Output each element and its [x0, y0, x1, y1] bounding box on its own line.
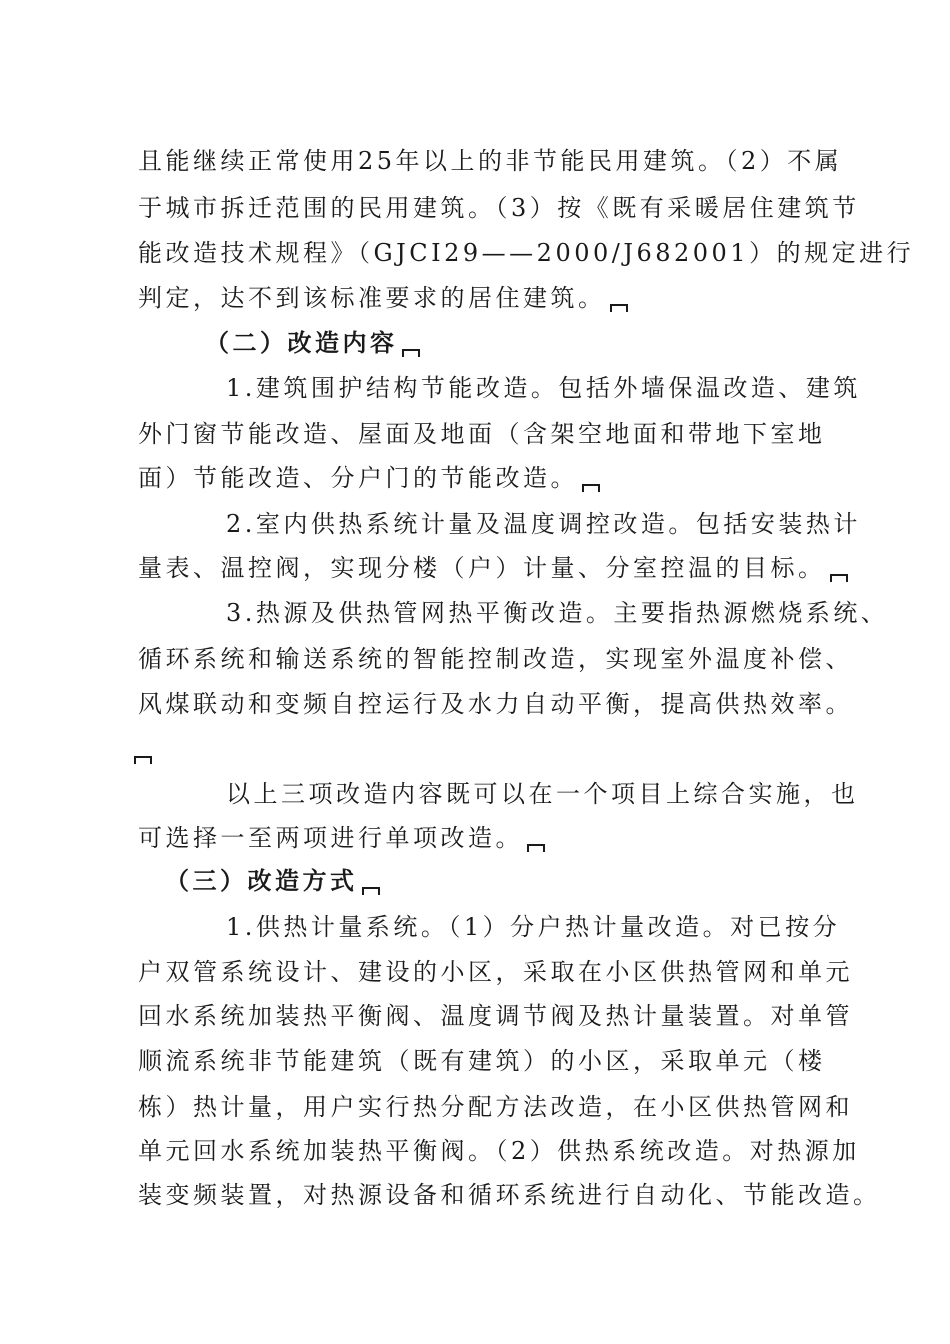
- text-line: 以上三项改造内容既可以在一个项目上综合实施，也: [226, 780, 859, 808]
- section-heading: （三）改造方式: [165, 866, 380, 896]
- paragraph-mark-icon: [134, 756, 152, 764]
- text-line: 外门窗节能改造、屋面及地面（含架空地面和带地下室地: [138, 420, 826, 448]
- text-line: [130, 735, 152, 765]
- text-line: 单元回水系统加装热平衡阀。（2）供热系统改造。对热源加: [138, 1137, 860, 1165]
- text-line: 可选择一至两项进行单项改造。: [138, 823, 545, 853]
- text-line: 装变频装置，对热源设备和循环系统进行自动化、节能改造。: [138, 1181, 881, 1209]
- section-heading: （二）改造内容: [205, 328, 420, 358]
- text-line: 风煤联动和变频自控运行及水力自动平衡，提高供热效率。: [138, 690, 853, 718]
- text-line: 1.建筑围护结构节能改造。包括外墙保温改造、建筑: [226, 374, 861, 402]
- text-line: 且能继续正常使用25年以上的非节能民用建筑。（2）不属: [138, 147, 843, 175]
- text-line: 户双管系统设计、建设的小区，采取在小区供热管网和单元: [138, 958, 853, 986]
- text-line: 回水系统加装热平衡阀、温度调节阀及热计量装置。对单管: [138, 1002, 853, 1030]
- text-line: 面）节能改造、分户门的节能改造。: [138, 463, 600, 493]
- paragraph-mark-icon: [830, 574, 848, 582]
- text-line: 能改造技术规程》（GJCI29——2000/J682001）的规定进行: [138, 239, 915, 267]
- paragraph-mark-icon: [582, 484, 600, 492]
- text-line: 判定，达不到该标准要求的居住建筑。: [138, 283, 628, 313]
- paragraph-mark-icon: [402, 349, 420, 357]
- text-line: 栋）热计量，用户实行热分配方法改造，在小区供热管网和: [138, 1093, 853, 1121]
- text-line: 3.热源及供热管网热平衡改造。主要指热源燃烧系统、: [226, 599, 889, 627]
- text-line: 循环系统和输送系统的智能控制改造，实现室外温度补偿、: [138, 645, 853, 673]
- text-line: 顺流系统非节能建筑（既有建筑）的小区，采取单元（楼: [138, 1047, 826, 1075]
- paragraph-mark-icon: [610, 304, 628, 312]
- text-line: 1.供热计量系统。（1）分户热计量改造。对已按分: [226, 913, 841, 941]
- text-line: 2.室内供热系统计量及温度调控改造。包括安装热计: [226, 510, 861, 538]
- paragraph-mark-icon: [527, 844, 545, 852]
- text-line: 量表、温控阀，实现分楼（户）计量、分室控温的目标。: [138, 553, 848, 583]
- paragraph-mark-icon: [362, 887, 380, 895]
- text-line: 于城市拆迁范围的民用建筑。（3）按《既有采暖居住建筑节: [138, 194, 860, 222]
